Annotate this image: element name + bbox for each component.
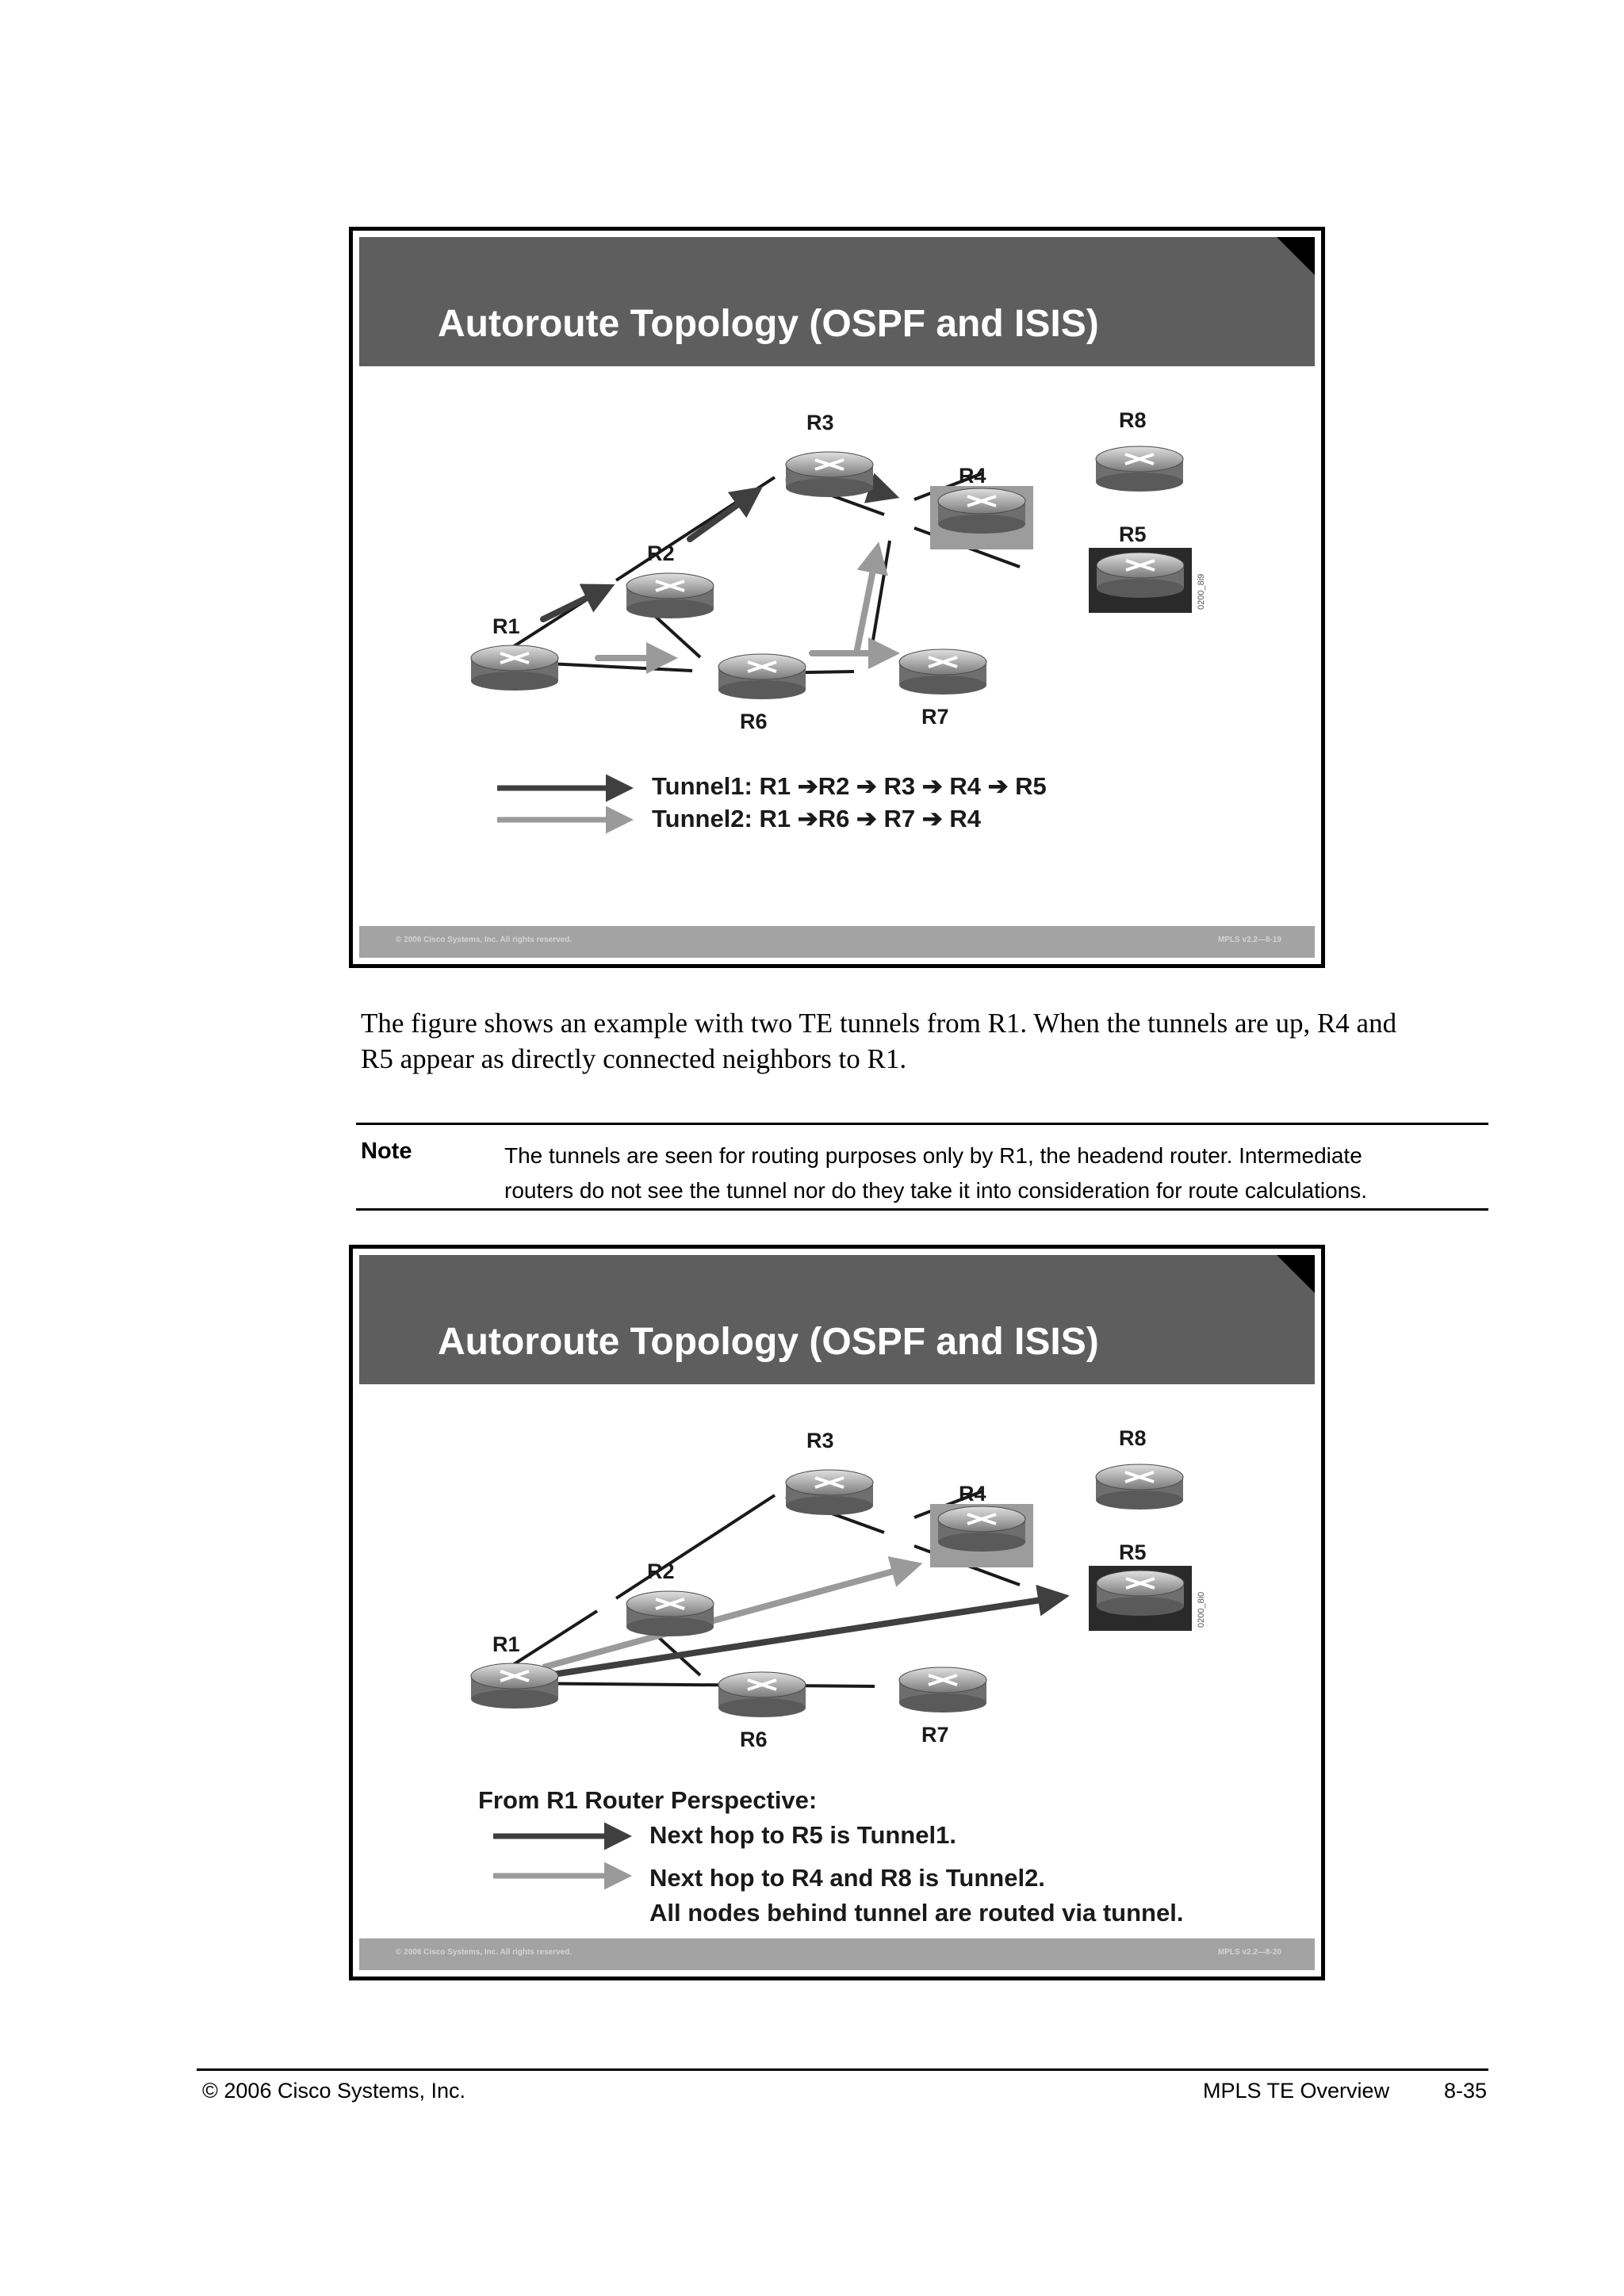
note-bottom-rule (356, 1208, 1488, 1211)
legend-tunnel2: Tunnel2: R1 ➔R6 ➔ R7 ➔ R4 (652, 805, 981, 832)
page-footer-rule (197, 2068, 1488, 2071)
router-r6 (718, 1672, 806, 1717)
note-line-1: The tunnels are seen for routing purposes only by R1, the headend router. Intermediate (504, 1143, 1362, 1168)
router-r3 (786, 1470, 873, 1515)
router-r2 (626, 1591, 714, 1636)
router-r4 (938, 488, 1025, 534)
note-label: Note (361, 1138, 412, 1164)
slide-1-title: Autoroute Topology (OSPF and ISIS) (438, 303, 1099, 345)
label-r4: R4 (959, 464, 986, 488)
tunnel2-arrow (543, 1567, 910, 1667)
router-r2 (626, 573, 714, 618)
legend-tunnel2: Next hop to R4 and R8 is Tunnel2. (649, 1864, 1045, 1892)
slide-2-footer (359, 1938, 1315, 1970)
router-r5 (1097, 1571, 1184, 1616)
router-r1 (471, 1663, 558, 1709)
label-r4: R4 (959, 1482, 986, 1506)
router-r6 (718, 654, 806, 699)
label-r6: R6 (740, 710, 768, 733)
label-r7: R7 (921, 1723, 949, 1747)
label-r5: R5 (1119, 522, 1147, 546)
paragraph-line-1: The figure shows an example with two TE tunnels from R1. When the tunnels are up, R4 and (361, 1008, 1397, 1039)
tunnel1-arrow (548, 1598, 1057, 1675)
legend-note: All nodes behind tunnel are routed via tunnel. (649, 1899, 1184, 1927)
label-r3: R3 (806, 1429, 834, 1452)
router-r1 (471, 645, 558, 691)
slide-1-footer (359, 926, 1315, 958)
slide-1-topology-diagram (359, 237, 1323, 966)
image-code: 0200_8i9 (1197, 573, 1206, 610)
router-r8 (1096, 1464, 1183, 1510)
slide-2-content (359, 1255, 1315, 1970)
page-number: 8-35 (1444, 2079, 1488, 2103)
label-r1: R1 (492, 1632, 520, 1656)
label-r2: R2 (647, 1559, 675, 1583)
router-r4 (938, 1506, 1025, 1552)
note-line-2: routers do not see the tunnel nor do they take it into consideration for route calculations. (504, 1178, 1367, 1203)
label-r1: R1 (492, 614, 520, 638)
image-code: 0200_8i0 (1197, 1591, 1206, 1628)
slide-1-copyright: © 2006 Cisco Systems, Inc. All rights reserved. (396, 936, 573, 944)
label-r6: R6 (740, 1728, 768, 1751)
label-r8: R8 (1119, 1426, 1147, 1450)
router-r3 (786, 452, 873, 497)
page-copyright: © 2006 Cisco Systems, Inc. (202, 2079, 466, 2103)
body-paragraph (361, 1005, 1471, 1077)
label-r2: R2 (647, 541, 675, 565)
label-r8: R8 (1119, 408, 1147, 432)
slide-2-title: Autoroute Topology (OSPF and ISIS) (438, 1321, 1099, 1363)
slide-2-code: MPLS v2.2—8-20 (1217, 1948, 1281, 1957)
label-r7: R7 (921, 705, 949, 729)
router-r7 (899, 1667, 986, 1712)
label-r3: R3 (806, 411, 834, 434)
legend-tunnel1: Tunnel1: R1 ➔R2 ➔ R3 ➔ R4 ➔ R5 (652, 772, 1047, 800)
router-r8 (1096, 446, 1183, 492)
router-r5 (1097, 553, 1184, 598)
label-r5: R5 (1119, 1540, 1147, 1564)
slide-1-code: MPLS v2.2—8-19 (1217, 936, 1281, 944)
note-top-rule (356, 1123, 1488, 1125)
router-r7 (899, 649, 986, 695)
slide-1 (349, 227, 1325, 968)
perspective-heading: From R1 Router Perspective: (478, 1786, 818, 1814)
slide-2-copyright: © 2006 Cisco Systems, Inc. All rights reserved. (396, 1948, 573, 1957)
slide-1-content (359, 237, 1315, 958)
note-text (504, 1138, 1367, 1208)
slide-2 (349, 1245, 1325, 1980)
paragraph-line-2: R5 appear as directly connected neighbors to R1. (361, 1043, 907, 1074)
page-section: MPLS TE Overview (1203, 2079, 1390, 2103)
legend-tunnel1: Next hop to R5 is Tunnel1. (649, 1821, 956, 1849)
